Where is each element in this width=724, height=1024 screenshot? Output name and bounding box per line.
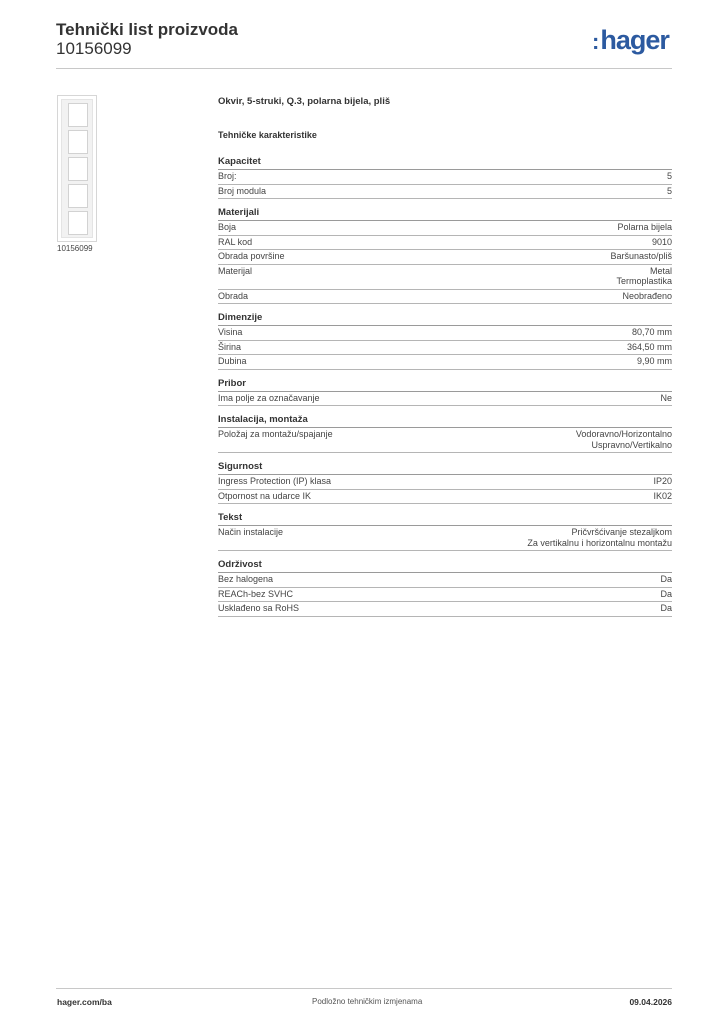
frame-window	[68, 103, 88, 127]
spec-label: Visina	[218, 327, 243, 337]
spec-row	[218, 428, 672, 453]
spec-value: Da	[660, 603, 672, 613]
product-image	[57, 95, 97, 242]
spec-row	[218, 490, 672, 505]
spec-row	[218, 265, 672, 290]
footer-divider	[56, 988, 672, 989]
spec-label: REACh-bez SVHC	[218, 588, 294, 599]
section-title: Kapacitet	[218, 156, 672, 170]
spec-label: Ingress Protection (IP) klasa	[218, 476, 332, 486]
spec-row	[218, 326, 672, 341]
spec-value: Baršunasto/pliš	[610, 251, 672, 261]
spec-value: 9010	[651, 236, 672, 247]
spec-row	[218, 392, 672, 407]
spec-subtitle: Tehničke karakteristike	[218, 130, 317, 140]
spec-section	[218, 512, 672, 551]
spec-row	[218, 221, 672, 236]
spec-section	[218, 461, 672, 504]
spec-content	[218, 96, 672, 625]
spec-row	[218, 602, 672, 617]
spec-row	[218, 588, 672, 603]
spec-value: Neobrađeno	[622, 290, 672, 301]
spec-value: IK02	[653, 490, 672, 501]
spec-row	[218, 475, 672, 490]
hager-logo	[592, 26, 669, 56]
spec-sections	[218, 156, 672, 617]
spec-value: IP20	[653, 476, 672, 486]
frame-window	[68, 184, 88, 208]
spec-row	[218, 355, 672, 370]
spec-section	[218, 207, 672, 304]
product-code: 10156099	[56, 39, 132, 58]
spec-label: Način instalacije	[218, 527, 284, 537]
spec-section	[218, 559, 672, 617]
spec-row	[218, 170, 672, 185]
spec-label: Materijal	[218, 265, 253, 276]
spec-value: Da	[660, 588, 672, 599]
spec-value: Vodoravno/Horizontalno Uspravno/Vertikalno	[575, 429, 672, 450]
spec-section	[218, 156, 672, 199]
spec-label: Širina	[218, 341, 242, 352]
spec-label: Bez halogena	[218, 574, 274, 584]
spec-label: Boja	[218, 222, 237, 232]
spec-row	[218, 250, 672, 265]
spec-row	[218, 341, 672, 356]
logo-text: hager	[600, 25, 669, 55]
spec-section	[218, 414, 672, 453]
spec-row	[218, 290, 672, 305]
spec-value: Metal Termoplastika	[616, 265, 672, 286]
spec-value: 80,70 mm	[631, 327, 672, 337]
spec-label: Usklađeno sa RoHS	[218, 603, 300, 613]
spec-section	[218, 378, 672, 407]
section-title: Dimenzije	[218, 312, 672, 326]
section-title: Tekst	[218, 512, 672, 526]
spec-value: Da	[660, 574, 672, 584]
spec-value: 5	[666, 185, 672, 196]
spec-row	[218, 573, 672, 588]
logo-prefix: :	[592, 29, 600, 54]
spec-label: Obrada	[218, 290, 249, 301]
spec-row	[218, 236, 672, 251]
spec-row	[218, 185, 672, 200]
section-title: Održivost	[218, 559, 672, 573]
spec-value: Polarna bijela	[617, 222, 672, 232]
section-title: Instalacija, montaža	[218, 414, 672, 428]
section-title: Sigurnost	[218, 461, 672, 475]
spec-value: 364,50 mm	[626, 341, 672, 352]
footer-notice: Podložno tehničkim izmjenama	[312, 997, 423, 1006]
spec-value: Ne	[660, 392, 672, 403]
spec-label: Dubina	[218, 356, 247, 366]
spec-section	[218, 312, 672, 370]
frame-window	[68, 157, 88, 181]
spec-row	[218, 526, 672, 551]
spec-label: Obrada površine	[218, 251, 285, 261]
frame-window	[68, 211, 88, 235]
spec-value: Pričvršćivanje stezaljkom Za vertikalnu i horizontalnu montažu	[527, 527, 672, 548]
frame-window	[68, 130, 88, 154]
spec-label: Položaj za montažu/spajanje	[218, 429, 333, 439]
header-divider	[56, 68, 672, 69]
footer-date: 09.04.2026	[629, 997, 672, 1007]
spec-label: RAL kod	[218, 236, 253, 247]
document-title: Tehnički list proizvoda	[56, 20, 238, 39]
section-title: Materijali	[218, 207, 672, 221]
section-title: Pribor	[218, 378, 672, 392]
frame-illustration	[61, 99, 93, 238]
footer-website: hager.com/ba	[57, 997, 112, 1007]
product-name: Okvir, 5-struki, Q.3, polarna bijela, pliš	[218, 96, 391, 107]
spec-label: Broj:	[218, 171, 237, 181]
spec-value: 9,90 mm	[636, 356, 672, 366]
spec-label: Ima polje za označavanje	[218, 392, 320, 403]
spec-label: Otpornost na udarce IK	[218, 490, 312, 501]
spec-value: 5	[666, 171, 672, 181]
image-caption: 10156099	[57, 244, 93, 253]
spec-label: Broj modula	[218, 185, 267, 196]
